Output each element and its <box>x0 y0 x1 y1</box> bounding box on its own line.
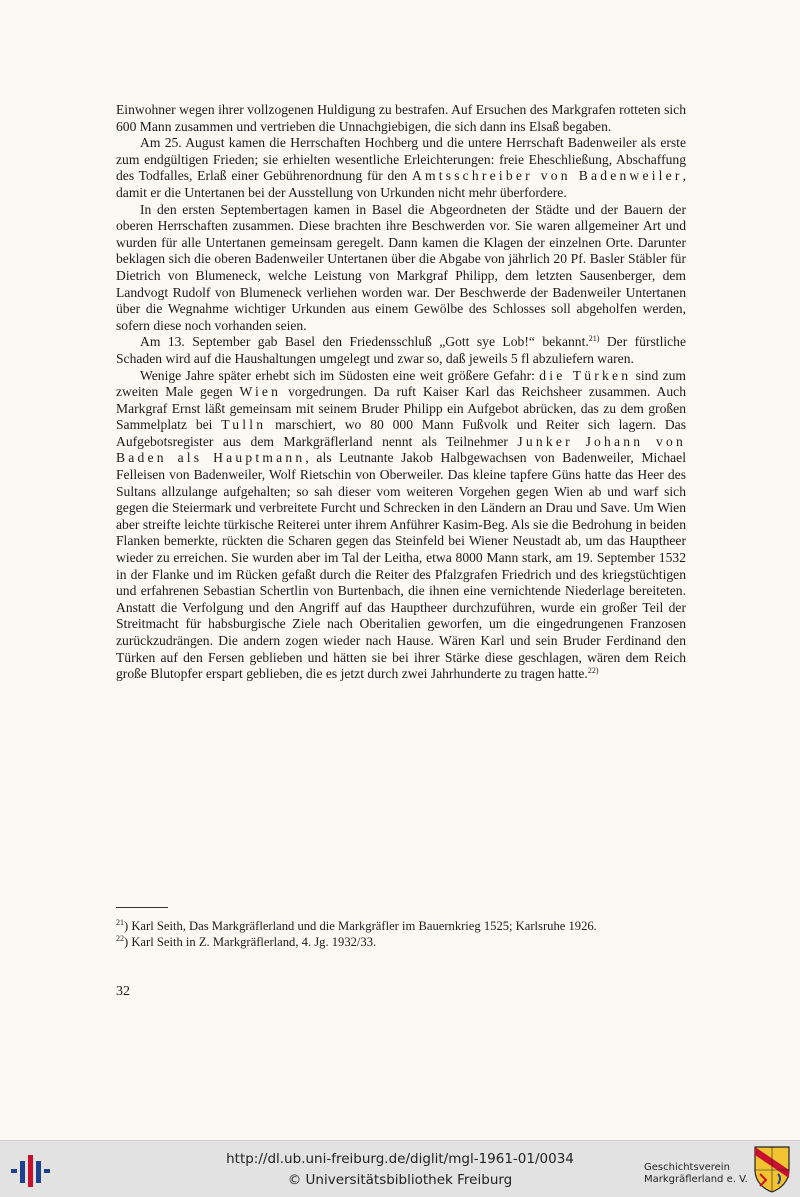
footnote-mark: 21 <box>116 918 124 927</box>
paragraph <box>116 135 686 201</box>
copyright-text: © Universitätsbibliothek Freiburg <box>287 1172 513 1188</box>
paragraph <box>116 202 686 335</box>
footnote-rule <box>116 907 168 908</box>
publisher-name <box>644 1162 754 1186</box>
text-run: , damit er die Untertanen bei der Ausstellung von Urkunden nicht mehr überfordere. <box>116 168 687 200</box>
text-run: Einwohner wegen ihrer vollzogenen Huldigung zu bestrafen. Auf Ersuchen des Markgrafen rotteten sich 600 Mann zusammen und vertrieben die Unnachgiebigen, die sich dann ins Elsaß begaben. <box>116 102 686 134</box>
source-url-link[interactable]: http://dl.ub.uni-freiburg.de/diglit/mgl-1961-01/0034 <box>226 1151 574 1167</box>
footnote-mark: 22 <box>116 934 124 943</box>
text-run: sind zum zweiten Male gegen <box>116 367 686 400</box>
footnote-text: ) Karl Seith in Z. Markgräflerland, 4. Jg. 1932/33. <box>124 935 377 949</box>
footnote <box>116 918 686 934</box>
page-number: 32 <box>116 984 130 999</box>
paragraph <box>116 102 686 135</box>
publisher-line-1: Geschichtsverein <box>644 1162 730 1173</box>
footnote-text: ) Karl Seith, Das Markgräflerland und die Markgräfler im Bauernkrieg 1525; Karlsruhe 1926. <box>124 919 597 933</box>
footnote <box>116 934 686 950</box>
text-run: Am 25. August kamen die Herrschaften Hochberg und die untere Herrschaft Badenweiler als erste zum endgültigen Frieden; sie erhielten wesentliche Erleichterungen: freie Eheschließung, Abschaffung des Todfalles, Erlaß einer Gebührenordnung für den <box>116 135 686 184</box>
spaced-emphasis: Junker Johann von Baden als Hauptmann <box>116 433 686 466</box>
footnotes <box>116 918 686 950</box>
paragraph <box>116 334 686 367</box>
spaced-emphasis: Amtsschreiber von Badenweiler <box>411 168 683 184</box>
spaced-emphasis: Wien <box>239 384 282 400</box>
text-run: marschiert, wo 80 000 Mann Fußvolk und Reiter sich lagern. Das Aufgebotsregister aus dem Markgräflerland nennt als Teilnehmer <box>116 417 686 449</box>
body-text <box>116 102 686 683</box>
text-run: Wenige Jahre später erhebt sich im Südosten eine weit größere Gefahr: <box>140 367 540 383</box>
footnote-reference: 22) <box>587 666 599 676</box>
text-run: Der fürstliche Schaden wird auf die Haushaltungen umgelegt und zwar so, daß jeweils 5 fl abzuliefern waren. <box>116 334 686 366</box>
text-run: vorgedrungen. Da ruft Kaiser Karl das Reichsheer zusammen. Auch Markgraf Ernst läßt gemeinsam mit seinem Bruder Philipp ein Aufgebot abrücken, das zu dem großen Sammelplatz bei <box>116 384 687 433</box>
spaced-emphasis: die Türken <box>539 367 632 383</box>
paragraph <box>116 368 686 683</box>
text-run: , als Leutnante Jakob Halbgewachsen von Badenweiler, Michael Felleisen von Badenweiler, Wolf Rietschin von Oberweiler. Das kleine tapfere Güns hatte das Heer des Sultans allzulange aufgehalten; so sah dieser vom weiteren Vorgehen gegen Wien ab und warf sich gegen die Steiermark und verbreitete Furcht und Schrecken in den Ländern an Drau und Save. Um Wien aber streifte leichte türkische Reiterei unter ihrem Anführer Kasim-Beg. Als sie die Bedrohung in beiden Flanken bemerkte, rückten die Scharen gegen das Steinfeld bei Wiener Neustadt ab, um das Hauptheer wieder zu erreichen. Sie wurden aber im Tal der Leitha, etwa 8000 Mann stark, am 19. September 1532 in der Flanke und im Rücken gefaßt durch die Reiter des Pfalzgrafen Friedrich und des kriegstüchtigen und erfahrenen Sebastian Schertlin von Burtenbach, die ihnen eine vernichtende Niederlage bereiteten. Anstatt die Verfolgung und den Angriff auf das Hauptheer durchzuführen, wurde ein großer Teil der Streitmacht für habsburgische Ziele nach Oberitalien geworfen, um die eingedrungenen Franzosen zurückzudrängen. Die andern zogen wieder nach Hause. Wären Karl und sein Bruder Ferdinand den Türken auf den Fersen geblieben und hätten sie bei ihrer Stärke diese geschlagen, wären dem Reich große Blutopfer erspart geblieben, die es jetzt durch zwei Jahrhunderte zu tragen hatte. <box>116 450 686 682</box>
publisher-line-2: Markgräflerland e. V. <box>644 1174 748 1185</box>
spaced-emphasis: Tulln <box>221 417 267 433</box>
coat-of-arms-icon <box>752 1144 792 1194</box>
footnote-reference: 21) <box>588 334 600 344</box>
viewer-footer <box>0 1140 800 1197</box>
text-run: In den ersten Septembertagen kamen in Basel die Abgeordneten der Städte und der Bauern der oberen Herrschaften zusammen. Diese brachten ihre Beschwerden vor. Sie waren allgemeiner Art und wurden für alle Untertanen gemeinsam geregelt. Dann kamen die Klagen der einzelnen Orte. Darunter beklagen sich die oberen Badenweiler Untertanen über die Abgabe von jährlich 20 Pf. Basler Stäbler für Dietrich von Blumeneck, welche Leistung von Markgraf Philipp, dem letzten Sausenberger, dem Landvogt Rudolf von Blumeneck verliehen worden war. Der Beschwerde der Badenweiler Untertanen über die Wegnahme wichtiger Urkunden aus einem Gewölbe des Schlosses soll abgeholfen werden, sofern diese noch vorhanden seien. <box>116 201 686 333</box>
text-run: Am 13. September gab Basel den Friedensschluß „Gott sye Lob!“ bekannt. <box>140 334 589 350</box>
